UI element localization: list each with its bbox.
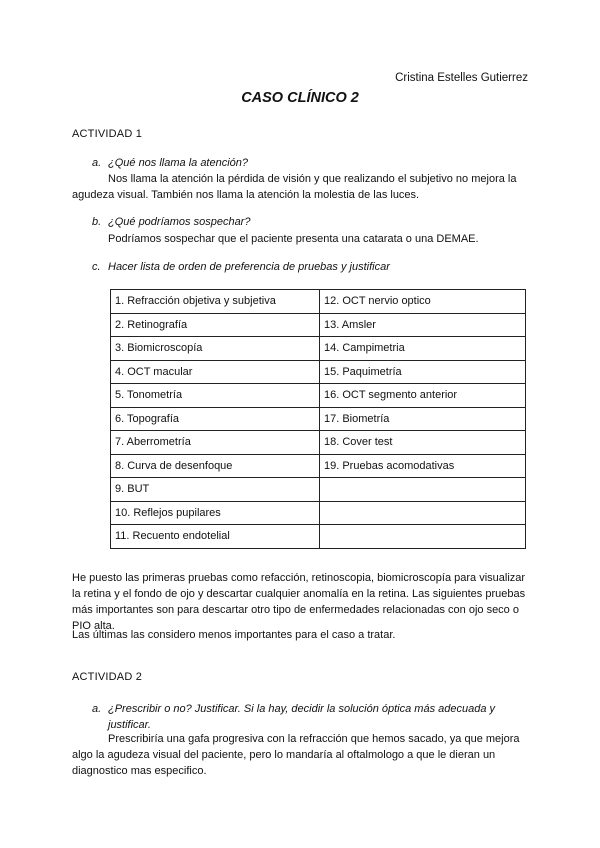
closing-paragraph: Las últimas las considero menos importantes para el caso a tratar. xyxy=(72,629,396,641)
table-cell xyxy=(320,478,526,502)
table-cell: 16. OCT segmento anterior xyxy=(320,384,526,408)
table-cell: 1. Refracción objetiva y subjetiva xyxy=(111,290,320,314)
question-label: c. xyxy=(92,261,101,273)
table-cell: 5. Tonometría xyxy=(111,384,320,408)
author-name: Cristina Estelles Gutierrez xyxy=(395,72,528,84)
table-row xyxy=(111,501,526,525)
table-row xyxy=(111,384,526,408)
table-row xyxy=(111,454,526,478)
table-cell: 6. Topografía xyxy=(111,407,320,431)
question-1c xyxy=(92,261,390,273)
question-text: Hacer lista de orden de preferencia de pruebas y justificar xyxy=(108,261,390,273)
table-cell: 4. OCT macular xyxy=(111,360,320,384)
table-row xyxy=(111,525,526,549)
table-row xyxy=(111,313,526,337)
table-cell: 18. Cover test xyxy=(320,431,526,455)
question-1a xyxy=(92,157,248,169)
justification-paragraph: He puesto las primeras pruebas como refacción, retinoscopia, biomicroscopía para visualizar la retina y el fondo de ojo y descartar cualquier anomalía en la retina. Las siguientes pruebas más importantes son para descartar otro tipo de enfermedades relacionadas con ojo seco o PIO alta. xyxy=(72,572,526,632)
table-row xyxy=(111,407,526,431)
table-cell: 14. Campimetria xyxy=(320,337,526,361)
table-cell: 19. Pruebas acomodativas xyxy=(320,454,526,478)
table-cell: 3. Biomicroscopía xyxy=(111,337,320,361)
table-cell: 11. Recuento endotelial xyxy=(111,525,320,549)
table-cell: 9. BUT xyxy=(111,478,320,502)
activity-1-heading: ACTIVIDAD 1 xyxy=(72,128,143,140)
answer-1a: Nos llama la atención la pérdida de visión y que realizando el subjetivo no mejora la agudeza visual. También nos llama la atención la molestia de las luces. xyxy=(72,173,517,201)
table-cell: 12. OCT nervio optico xyxy=(320,290,526,314)
question-text: ¿Prescribir o no? Justificar. Si la hay, decidir la solución óptica más adecuada y justificar. xyxy=(108,703,496,731)
table-cell: 7. Aberrometría xyxy=(111,431,320,455)
table-cell xyxy=(320,501,526,525)
table-cell: 10. Reflejos pupilares xyxy=(111,501,320,525)
question-text: ¿Qué nos llama la atención? xyxy=(108,157,249,169)
question-2a xyxy=(92,701,532,733)
answer-1b: Podríamos sospechar que el paciente presenta una catarata o una DEMAE. xyxy=(108,233,479,245)
question-1b xyxy=(92,216,250,228)
table-cell: 15. Paquimetría xyxy=(320,360,526,384)
question-label: a. xyxy=(92,157,102,169)
table-row xyxy=(111,431,526,455)
table-cell: 2. Retinografía xyxy=(111,313,320,337)
answer-2a: Prescribiría una gafa progresiva con la refracción que hemos sacado, ya que mejora algo la agudeza visual del paciente, pero lo mandaría al oftalmologo a que le dieran un diagnostico mas especifico. xyxy=(72,733,520,777)
table-cell xyxy=(320,525,526,549)
table-cell: 17. Biometría xyxy=(320,407,526,431)
table-row xyxy=(111,337,526,361)
table-row xyxy=(111,478,526,502)
table-row xyxy=(111,290,526,314)
tests-table xyxy=(110,289,526,549)
question-text: ¿Qué podríamos sospechar? xyxy=(108,216,251,228)
document-title: CASO CLÍNICO 2 xyxy=(241,90,359,106)
question-label: a. xyxy=(92,703,102,715)
table-cell: 13. Amsler xyxy=(320,313,526,337)
table-row xyxy=(111,360,526,384)
table-cell: 8. Curva de desenfoque xyxy=(111,454,320,478)
question-label: b. xyxy=(92,216,102,228)
activity-2-heading: ACTIVIDAD 2 xyxy=(72,671,143,683)
